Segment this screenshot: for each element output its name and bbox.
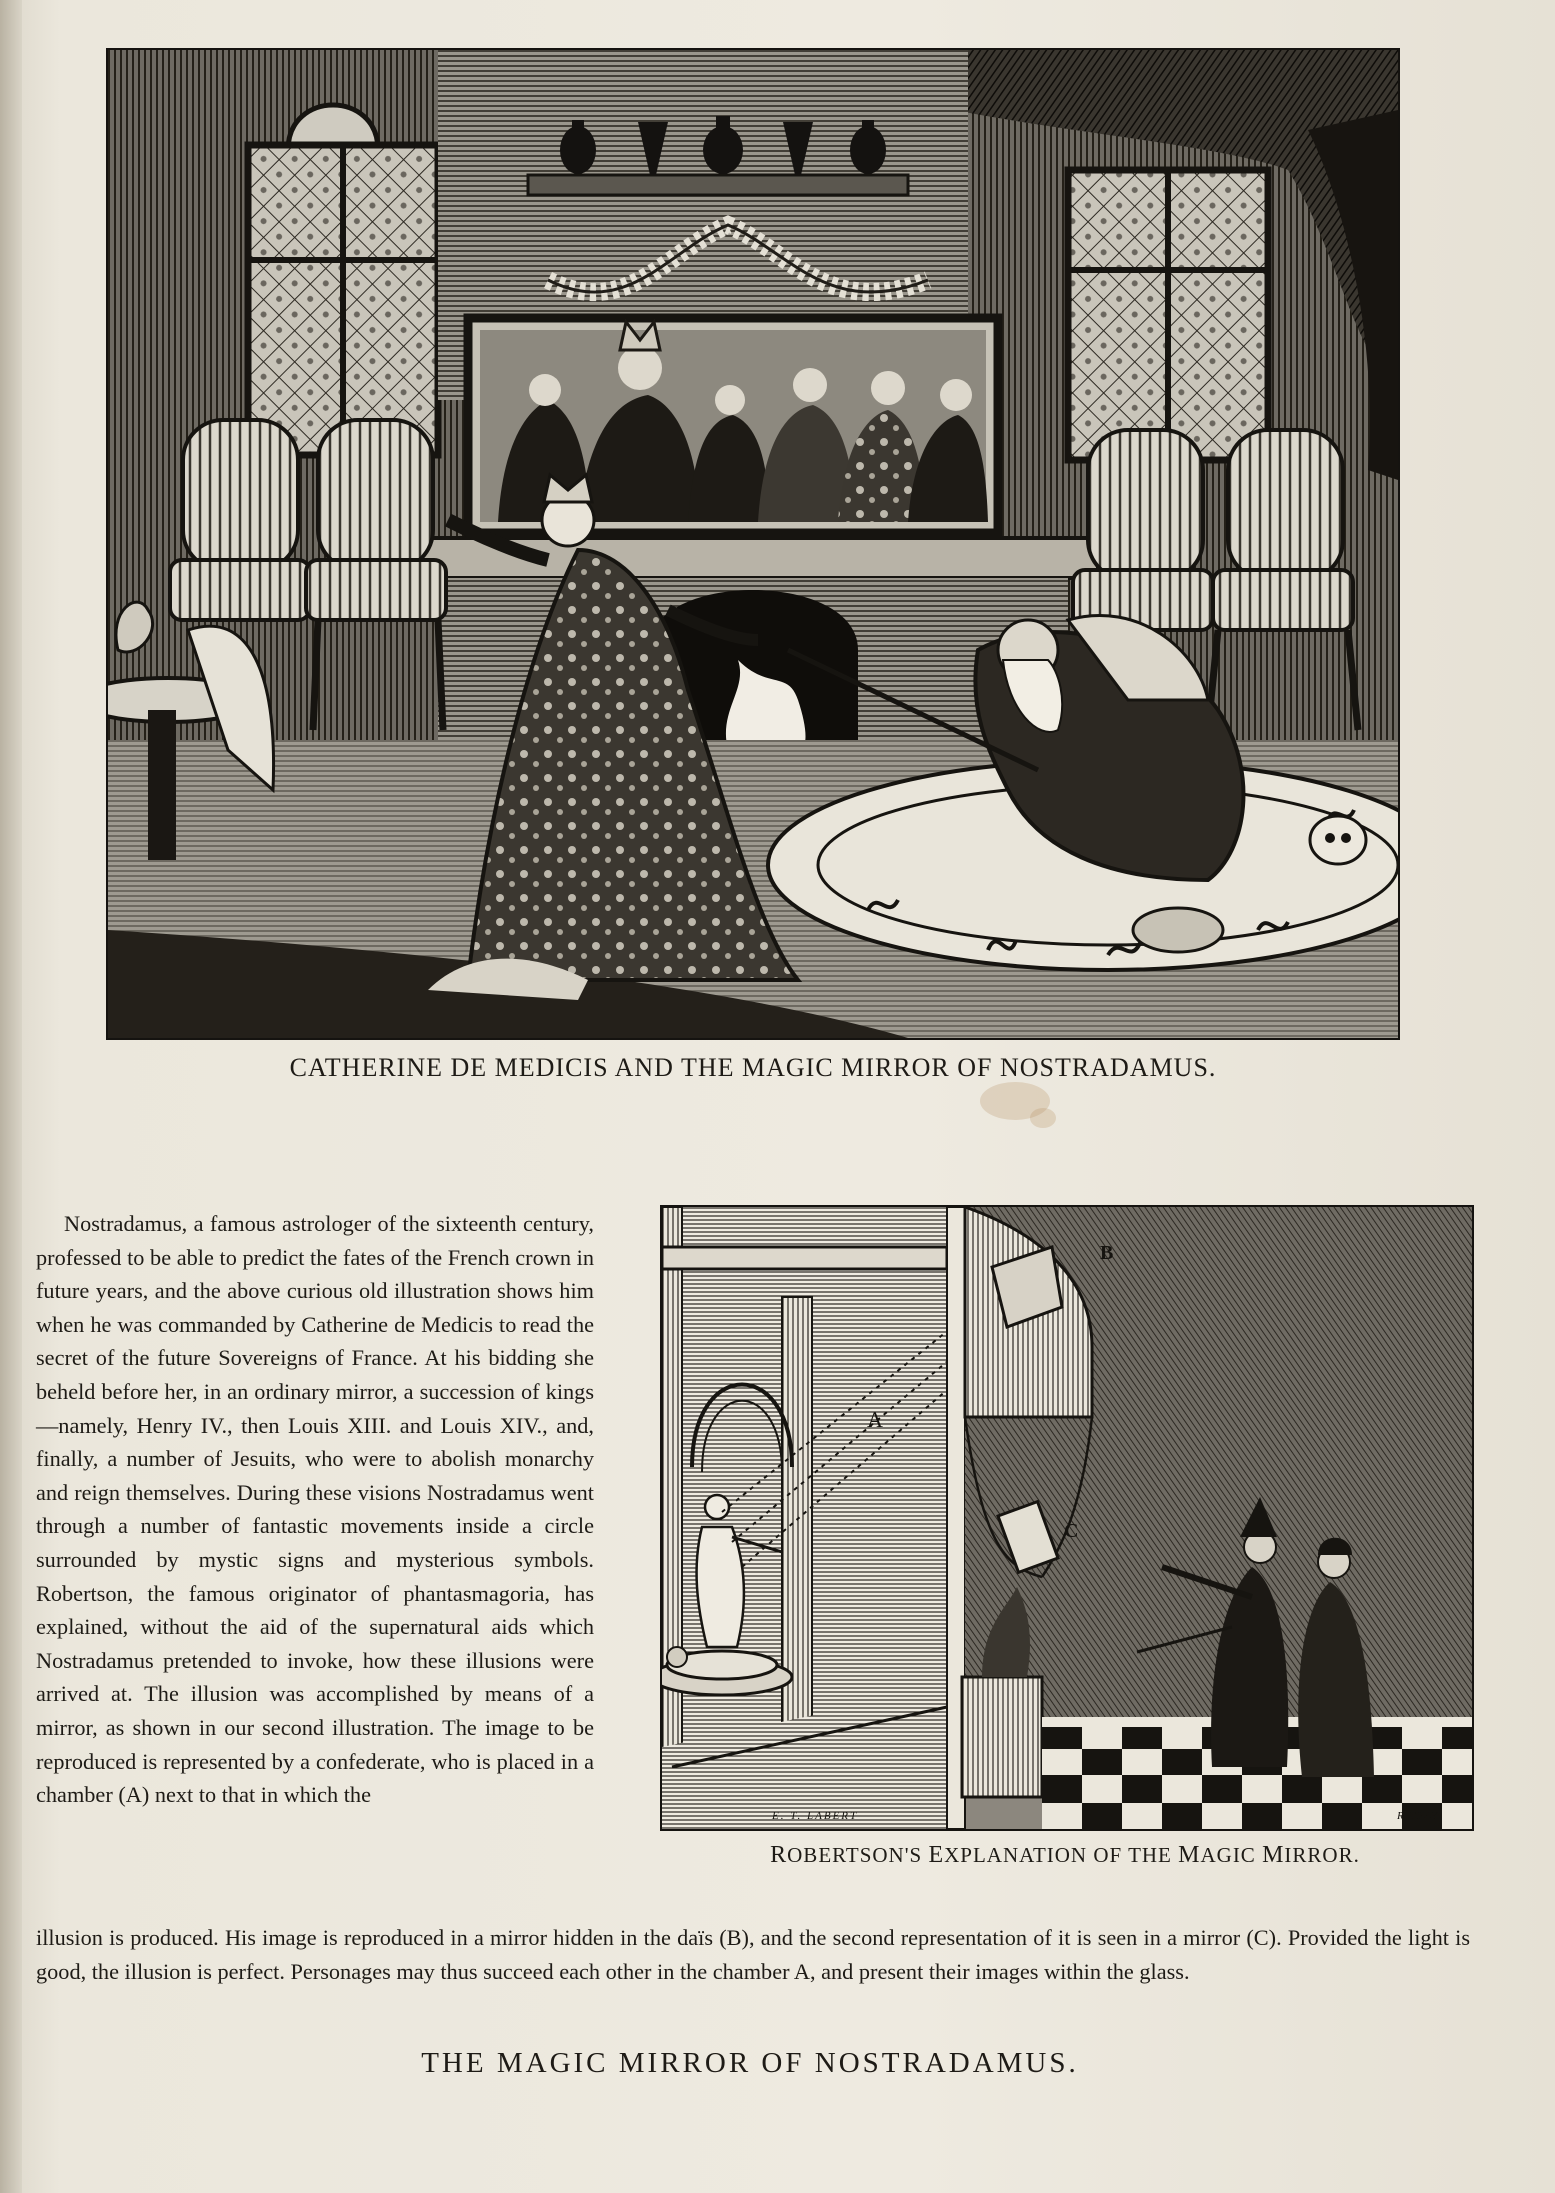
label-c: C bbox=[1064, 1520, 1079, 1542]
cutaway-diagram bbox=[662, 1207, 1472, 1829]
article-continuation bbox=[36, 1921, 1470, 1988]
plate-caption-catherine: CATHERINE DE MEDICIS AND THE MAGIC MIRROR OF NOSTRADAMUS. bbox=[289, 1053, 1217, 1082]
label-b: B bbox=[1100, 1242, 1114, 1264]
paper-stain bbox=[1030, 1108, 1056, 1128]
plate-caption-robertson: ROBERTSON'S EXPLANATION OF THE MAGIC MIRROR. bbox=[770, 1842, 1360, 1868]
engraver-signature-right: R. TILLY bbox=[1397, 1810, 1438, 1822]
engraving-catherine-and-nostradamus bbox=[106, 48, 1400, 1040]
window-right bbox=[1068, 170, 1268, 460]
label-a: A bbox=[867, 1407, 883, 1432]
article-column bbox=[36, 1207, 594, 1812]
article-paragraph-continued: illusion is produced. His image is reproduced in a mirror hidden in the daïs (B), and the second representation of it is seen in a mirror (C). Provided the light is good, the illusion is perfect. Personages may thus succeed each other in the chamber A, and present their images within the glass. bbox=[36, 1925, 1470, 1984]
engraving-robertson-explanation bbox=[660, 1205, 1474, 1831]
engraving-scene bbox=[108, 50, 1398, 1038]
article-paragraph: Nostradamus, a famous astrologer of the sixteenth century, professed to be able to predict the fates of the French crown in future years, and the above curious old illustration shows him when he was commanded by Catherine de Medicis to read the secret of the future Sovereigns of France. At his bidding she beheld before her, in an ordinary mirror, a succession of kings—namely, Henry IV., then Louis XIII. and Louis XIV., and, finally, a number of Jesuits, who were to abolish monarchy and reign themselves. During these visions Nostradamus went through a number of fantastic movements inside a circle surrounded by mystic signs and mysterious symbols. Robertson, the famous originator of phantasmagoria, has explained, without the aid of the supernatural aids which Nostradamus pretended to invoke, how these illusions were arrived at. The illusion was accomplished by means of a mirror, as shown in our second illustration. The image to be reproduced is represented by a confederate, who is placed in a chamber (A) next to that in which the bbox=[36, 1211, 594, 1808]
page-title: THE MAGIC MIRROR OF NOSTRADAMUS. bbox=[421, 2047, 1079, 2079]
book-gutter bbox=[0, 0, 22, 2193]
window-left bbox=[248, 105, 438, 455]
engraver-signature-left: E. T. LABERT bbox=[772, 1810, 859, 1822]
